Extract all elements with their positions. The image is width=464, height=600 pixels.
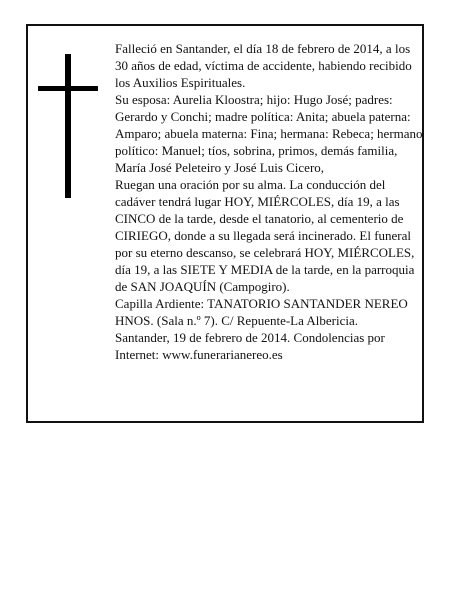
death-announcement: Falleció en Santander, el día 18 de febrero de 2014, a los 30 años de edad, víctima de accidente, habiendo recibido los Auxilios Espirituales. [115, 41, 412, 90]
latin-cross-icon [38, 54, 98, 198]
date-and-condolences: Santander, 19 de febrero de 2014. Condolencias por Internet: www.funerarianereo.es [115, 330, 385, 362]
cross-vertical-bar [65, 54, 71, 198]
chapel-location: Capilla Ardiente: TANATORIO SANTANDER NEREO HNOS. (Sala n.º 7). C/ Repuente-La Albericia. [115, 296, 408, 328]
cross-horizontal-bar [38, 86, 98, 91]
obituary-text [115, 40, 423, 363]
family-members: Su esposa: Aurelia Kloostra; hijo: Hugo José; padres: Gerardo y Conchi; madre política: Anita; abuela paterna: Amparo; abuela materna: Fina; hermana: Rebeca; hermano político: Manuel; tíos, sobrina, primos, demás familia, María José Peleteiro y José Luis Cicero, [115, 92, 423, 175]
funeral-arrangements: Ruegan una oración por su alma. La conducción del cadáver tendrá lugar HOY, MIÉRCOLES, día 19, a las CINCO de la tarde, desde el tanatorio, al cementerio de CIRIEGO, donde a su llegada será incinerado. El funeral por su eterno descanso, se celebrará HOY, MIÉRCOLES, día 19, a las SIETE Y MEDIA de la tarde, en la parroquia de SAN JOAQUÍN (Campogiro). [115, 177, 415, 294]
obituary-notice [26, 24, 424, 423]
